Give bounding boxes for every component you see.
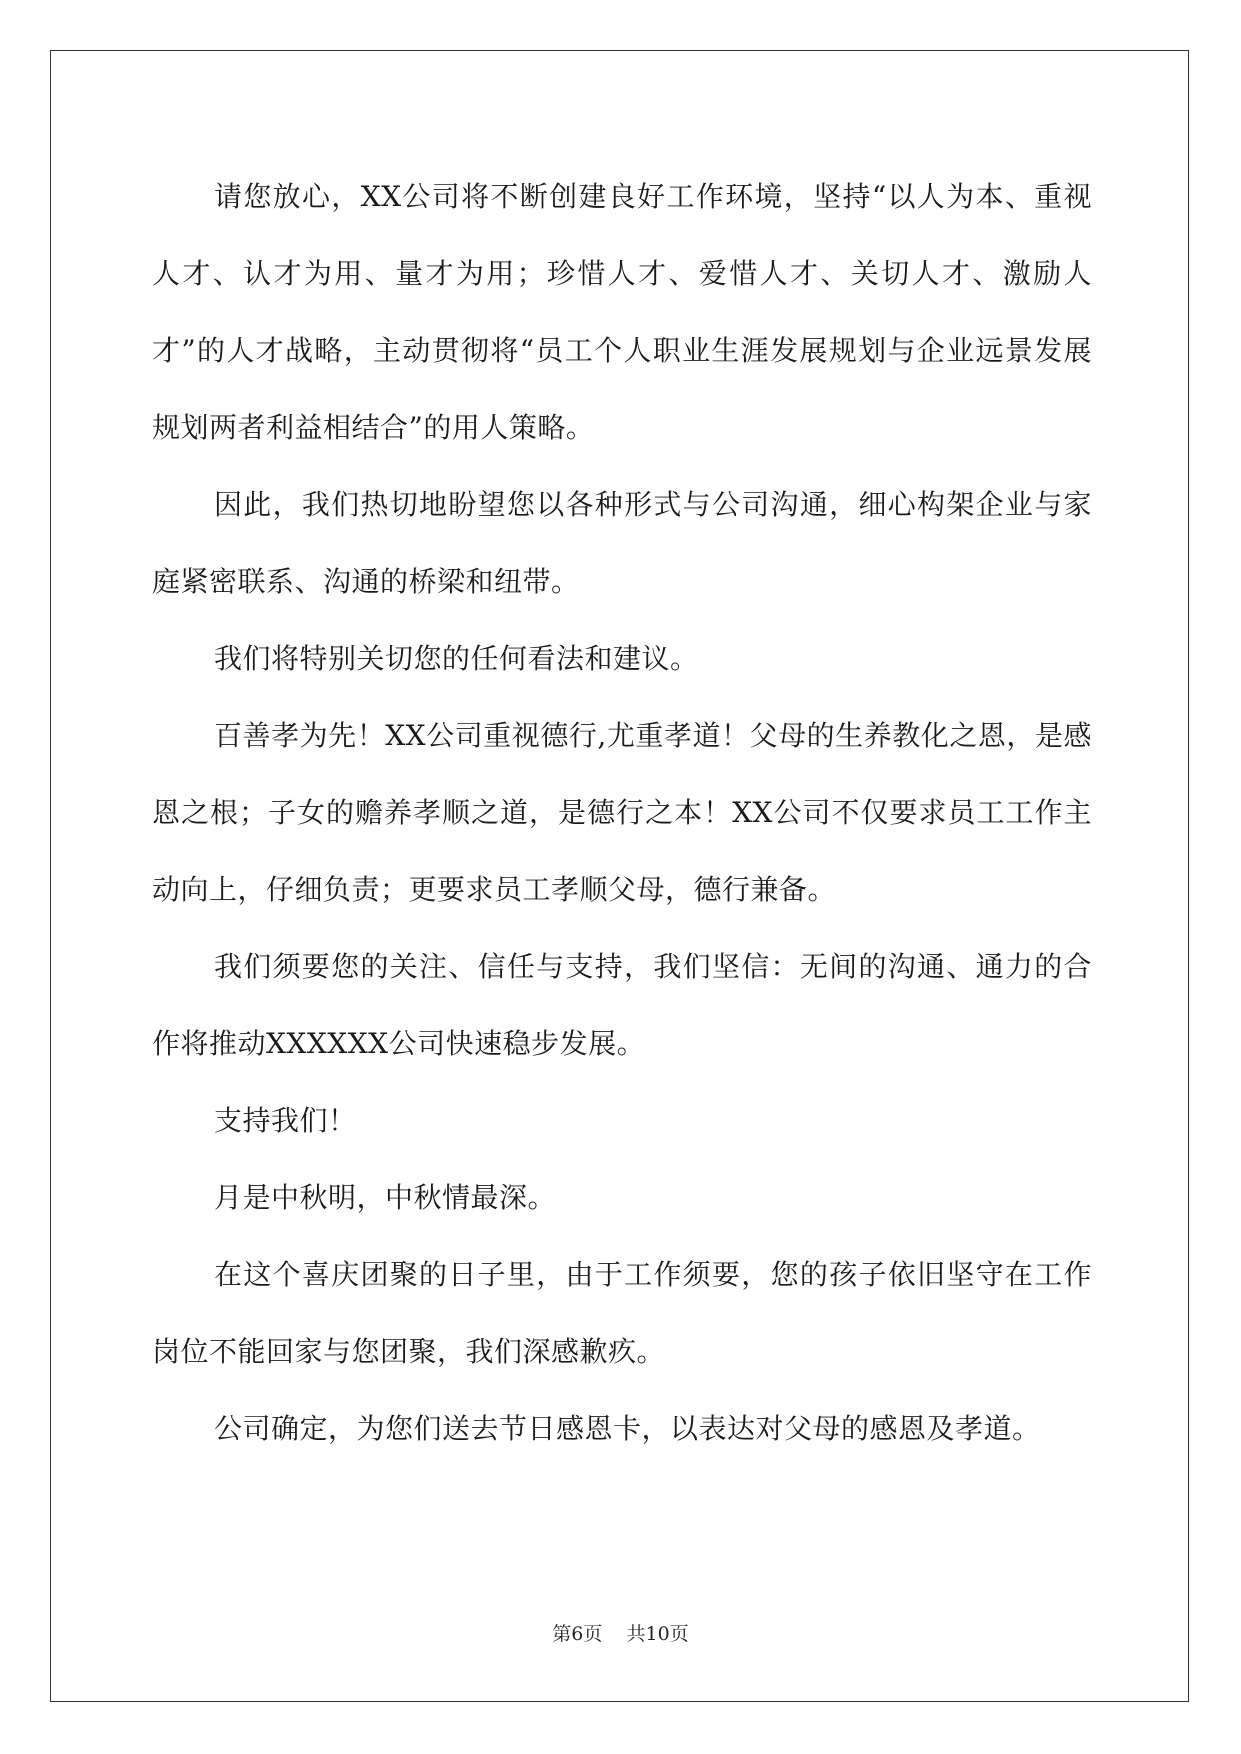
page-number-suffix: 页 (583, 1623, 603, 1645)
current-page-number: 6 (571, 1623, 584, 1645)
page-number-prefix: 第 (552, 1623, 572, 1645)
paragraph: 请您放心，XX公司将不断创建良好工作环境，坚持“以人为本、重视人才、认才为用、量才为用；珍惜人才、爱惜人才、关切人才、激励人才”的人才战略，主动贯彻将“员工个人职业生涯发展规划与企业远景发展规划两者利益相结合”的用人策略。 (152, 180, 1092, 444)
paragraph: 百善孝为先！XX公司重视德行,尤重孝道！父母的生养教化之恩，是感恩之根；子女的赡养孝顺之道，是德行之本！XX公司不仅要求员工工作主动向上，仔细负责；更要求员工孝顺父母，德行兼备。 (152, 719, 1092, 906)
paragraph: 支持我们！ (214, 1104, 357, 1137)
paragraph: 月是中秋明，中秋情最深。 (214, 1181, 557, 1214)
document-body (152, 158, 1092, 1467)
total-pages-prefix: 共 (626, 1623, 646, 1645)
paragraph: 我们将特别关切您的任何看法和建议。 (214, 642, 699, 675)
page-footer (0, 1622, 1241, 1646)
paragraph: 我们须要您的关注、信任与支持，我们坚信：无间的沟通、通力的合作将推动XXXXXX公司快速稳步发展。 (152, 950, 1092, 1060)
paragraph: 公司确定，为您们送去节日感恩卡，以表达对父母的感恩及孝道。 (214, 1412, 1041, 1445)
total-pages-suffix: 页 (669, 1623, 689, 1645)
paragraph: 在这个喜庆团聚的日子里，由于工作须要，您的孩子依旧坚守在工作岗位不能回家与您团聚，我们深感歉疚。 (152, 1258, 1092, 1368)
total-pages-number: 10 (645, 1623, 670, 1645)
paragraph: 因此，我们热切地盼望您以各种形式与公司沟通，细心构架企业与家庭紧密联系、沟通的桥梁和纽带。 (152, 488, 1092, 598)
